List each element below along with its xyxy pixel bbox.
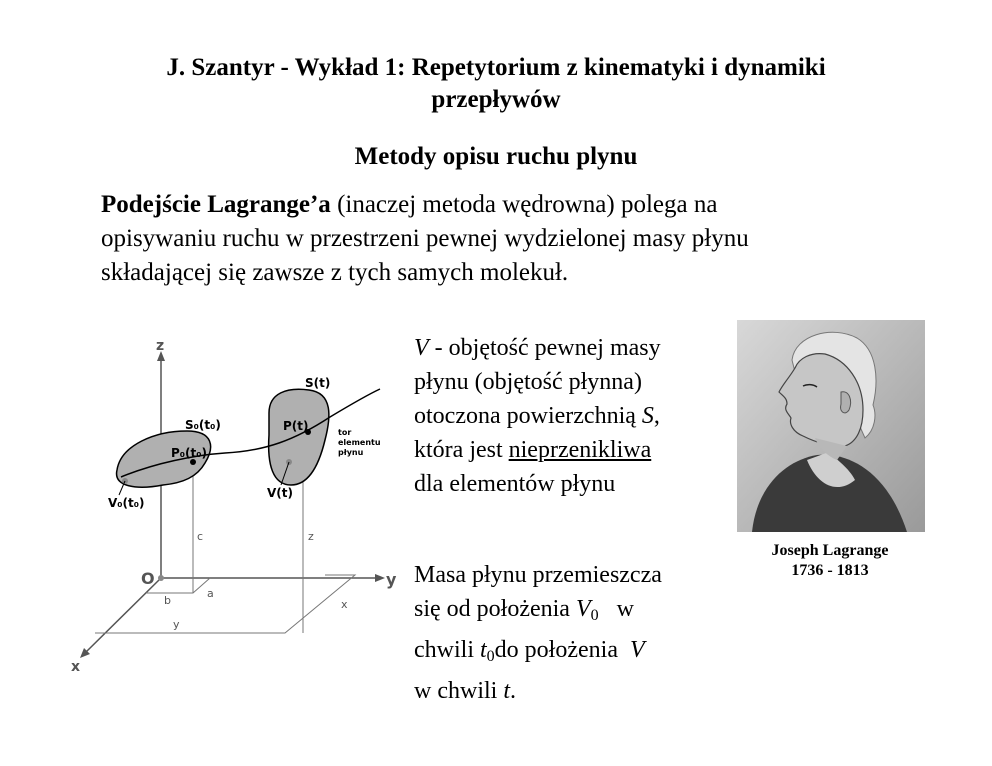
slide-title: [0, 52, 992, 116]
desc-line-4: [414, 433, 734, 467]
intro-paragraph: [101, 188, 901, 290]
label-p0: P₀(t₀): [171, 446, 208, 460]
section-subtitle: Metody opisu ruchu plynu: [354, 143, 638, 170]
lagrange-diagram: [55, 335, 400, 675]
motion-v0-subscript: 0: [590, 607, 599, 624]
label-x-axis: x: [71, 659, 81, 675]
label-a: a: [207, 587, 214, 600]
label-st: S(t): [305, 376, 331, 390]
label-tor-2: elementu: [338, 438, 381, 447]
desc-line-1-rest: - objętość pewnej masy: [428, 335, 661, 361]
title-line-2: przepływów: [431, 86, 561, 113]
x-axis: [85, 578, 161, 653]
desc-underlined-term: nieprzenikliwa: [508, 437, 652, 463]
motion-v-symbol: V: [629, 637, 645, 663]
projection-box: [146, 578, 210, 593]
desc-line-3: [414, 399, 734, 433]
motion-t0-symbol: t: [480, 637, 487, 663]
portrait-years: 1736 - 1813: [791, 562, 869, 579]
origin-point: [158, 575, 164, 581]
desc-line-5: dla elementów płynu: [414, 471, 616, 497]
label-s0: S₀(t₀): [185, 418, 221, 432]
label-x-length: x: [341, 598, 348, 611]
intro-line-1-rest: (inaczej metoda wędrowna) polega na: [330, 191, 718, 218]
motion-line-2-post: w: [598, 596, 634, 622]
intro-bold-lead: Podejście Lagrange’a: [101, 191, 331, 218]
label-y-length: y: [173, 618, 180, 631]
motion-line-4-pre: w chwili: [414, 678, 504, 704]
motion-t-symbol: t: [503, 678, 510, 704]
label-b: b: [164, 594, 171, 607]
volume-description: [414, 331, 734, 501]
motion-t0-subscript: 0: [486, 648, 495, 665]
desc-line-4-pre: która jest: [414, 437, 509, 463]
motion-v0-symbol: V: [575, 596, 591, 622]
motion-line-3-mid: do położenia: [494, 637, 630, 663]
label-tor-3: płynu: [338, 448, 364, 457]
label-pt: P(t): [283, 419, 309, 433]
label-tor-1: tor: [338, 428, 352, 437]
lagrange-portrait: [737, 320, 925, 532]
motion-line-3: [414, 633, 734, 674]
motion-description: [414, 558, 734, 708]
motion-line-4: [414, 674, 734, 708]
title-line-1: J. Szantyr - Wykład 1: Repetytorium z kinematyki i dynamiki: [166, 54, 826, 81]
label-v0: V₀(t₀): [108, 496, 145, 510]
motion-line-4-post: .: [510, 678, 516, 704]
intro-line-3: składającej się zawsze z tych samych molekuł.: [101, 259, 569, 286]
y-axis-arrow: [375, 574, 385, 582]
portrait-name: Joseph Lagrange: [771, 542, 889, 559]
motion-line-2-pre: się od położenia: [414, 596, 576, 622]
motion-line-2: [414, 592, 734, 633]
label-z-axis: z: [156, 338, 165, 354]
motion-line-3-pre: chwili: [414, 637, 480, 663]
intro-line-2: opisywaniu ruchu w przestrzeni pewnej wydzielonej masy płynu: [101, 225, 749, 252]
label-z-height: z: [308, 530, 314, 543]
desc-line-1: [414, 331, 734, 365]
desc-v-symbol: V: [414, 335, 429, 361]
portrait-caption: [730, 541, 930, 581]
label-origin: O: [141, 569, 155, 588]
intro-line-1: [101, 188, 901, 222]
label-c: c: [197, 530, 204, 543]
label-y-axis: y: [386, 570, 397, 589]
desc-line-3-post: ,: [653, 403, 660, 429]
desc-s-symbol: S: [641, 403, 654, 429]
label-vt: V(t): [267, 486, 293, 500]
desc-line-3-pre: otoczona powierzchnią: [414, 403, 642, 429]
volume-vt-blob: [269, 389, 329, 485]
motion-line-1: Masa płynu przemieszcza: [414, 562, 662, 588]
desc-line-2: płynu (objętość płynna): [414, 369, 642, 395]
